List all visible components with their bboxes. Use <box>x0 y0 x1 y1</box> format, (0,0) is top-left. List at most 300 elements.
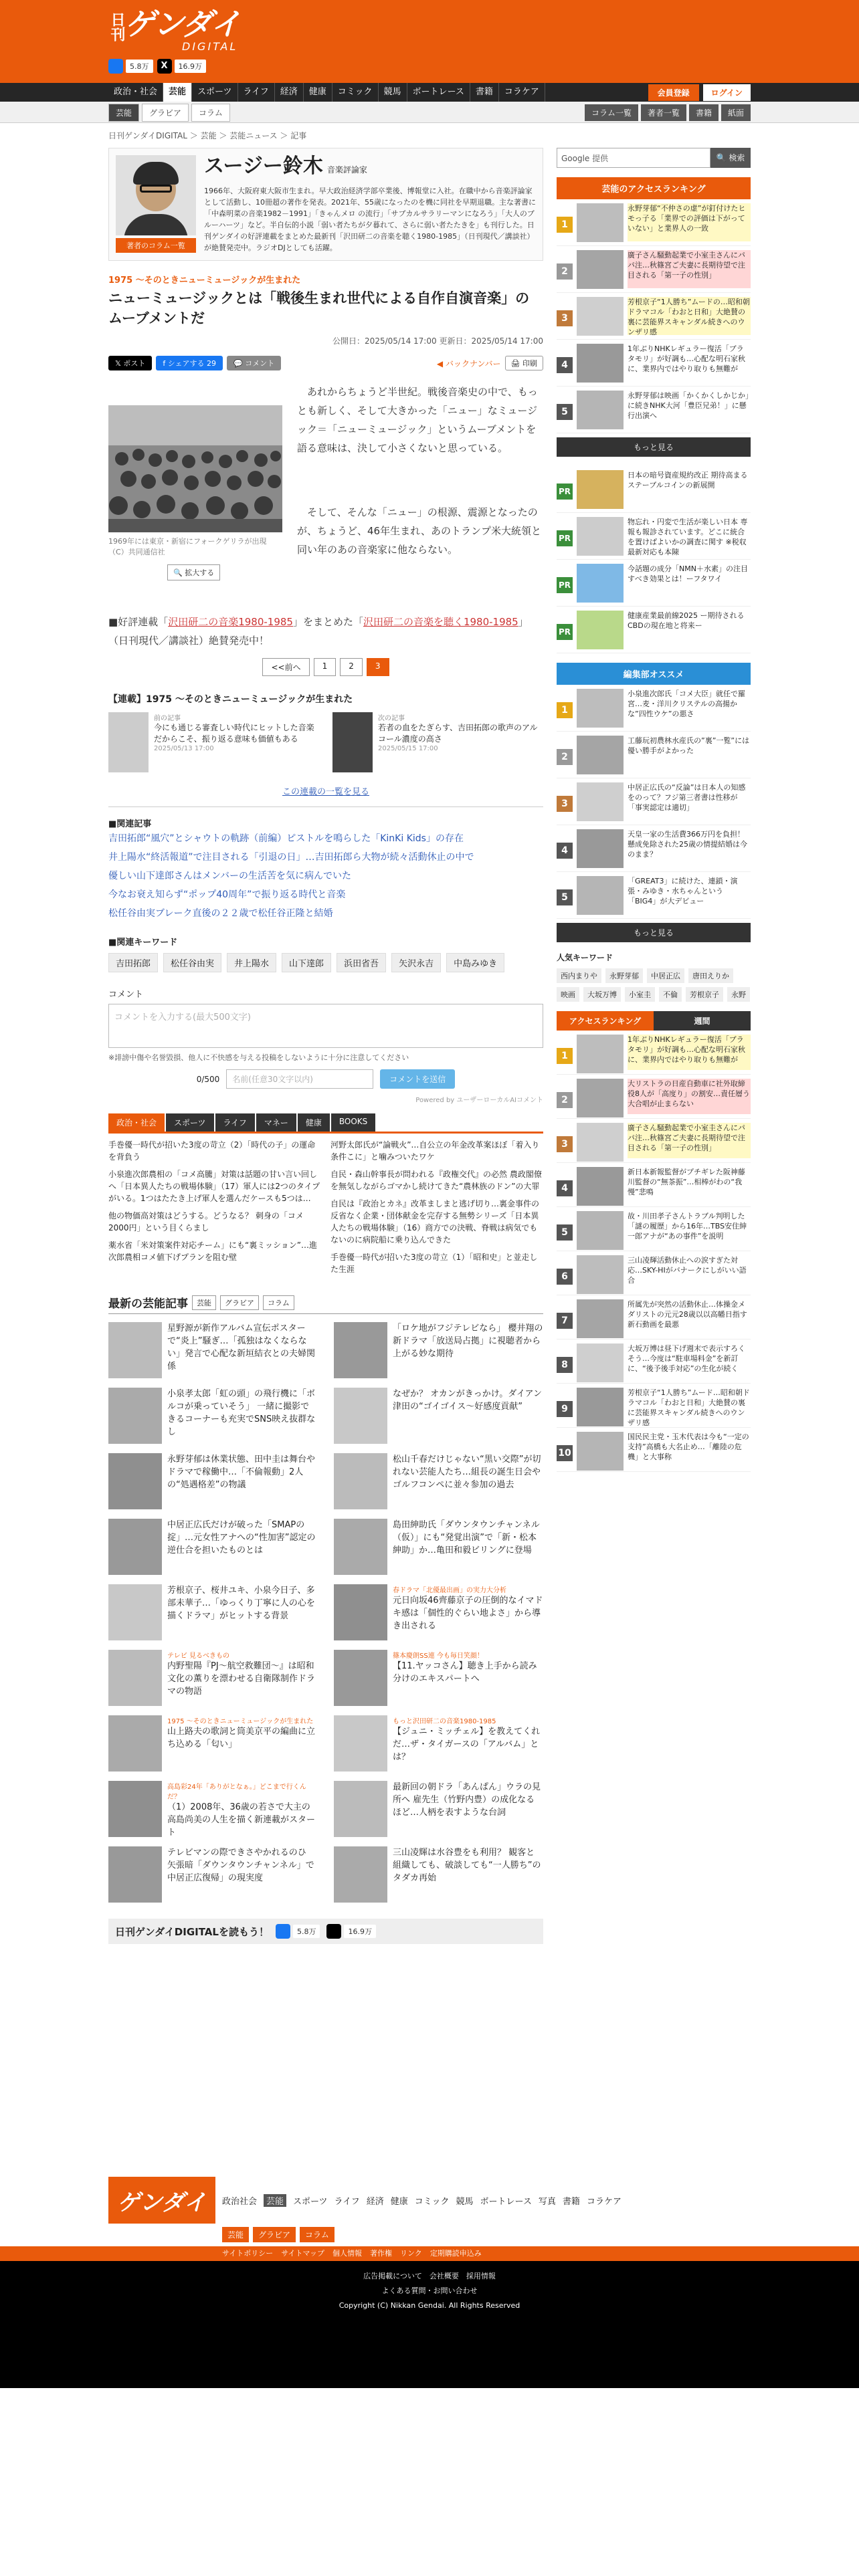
related-link[interactable]: 吉田拓郎“風穴”とシャウトの軌跡（前編）ピストルを鳴らした「KinKi Kids」の存在 <box>108 833 464 844</box>
comment-button[interactable]: 💬 コメント <box>227 356 281 370</box>
latest-tag: 高島彩24年「ありがとなぁ。」どこまで行くんだ？ <box>167 1784 306 1801</box>
latest-text: 松山千春だけじゃない“黒い交際”が切れない芸能人たち…組長の誕生日会やゴルフコンペに並々参加の過去 <box>393 1455 541 1490</box>
search-button[interactable]: 🔍 検索 <box>710 148 751 168</box>
latest-tab-column[interactable]: コラム <box>263 1295 294 1310</box>
popular-keyword[interactable]: 芳根京子 <box>686 987 723 1002</box>
latest-text: 星野源が新作アルバム宣伝ポスターで“炎上”騒ぎ…「孤独はなくならない」発言で心配な新垣結衣との夫婦関係 <box>167 1323 316 1372</box>
print-button[interactable]: 🖨 印刷 <box>505 356 543 370</box>
category-article[interactable]: 自民は『政治とカネ』改革ましまと逃げ切り…裏金事件の反省なく企業・団体献金を完存する無勢シリーズ「日本異人たちの戦場体験」（16）商方での決戦、脊戦は病気でもないのに病院船に乗り込んできた <box>330 1199 540 1245</box>
editor-picks-title: 編集部オススメ <box>557 663 751 685</box>
latest-article[interactable] <box>108 1322 318 1378</box>
category-article[interactable]: 手巻優一時代が招いた3度の苛立（1）「昭和史」と並走した生涯 <box>330 1253 538 1274</box>
ranking-text: 芳根京子“1人勝ち”ムードの…昭和朝ドラマコル「わおと日和」大絶賛の裏に芸能界スキャンダル続きへのウンザリ感 <box>628 298 750 336</box>
ranking-item[interactable] <box>557 387 751 433</box>
footer-nav-item[interactable]: スポーツ <box>293 2196 328 2207</box>
footer-link[interactable]: サイトマップ <box>281 2249 325 2258</box>
popular-keyword[interactable]: 西内まりや <box>557 968 601 983</box>
ranking-thumb <box>577 1344 624 1382</box>
popular-keyword[interactable]: 映画 <box>557 987 579 1002</box>
promo-link-book[interactable]: 沢田研二の音楽を聴く1980-1985 <box>363 616 518 628</box>
readbar-x[interactable]: 16.9万 <box>326 1924 376 1939</box>
ranking-text: 故・川田孝子さんトラブル判明した「謎の履歴」から16年…TBS安住紳一郎アナが“あの事件”を説明 <box>628 1212 747 1241</box>
search-input[interactable]: Google 提供 <box>557 148 710 168</box>
latest-thumb <box>334 1388 387 1444</box>
category-article[interactable]: 河野太郎氏が“論戦火”…自公立の年金改革案ほぼ「着入り条件こに」と噛みついたワケ <box>330 1140 540 1162</box>
latest-text: 小泉孝太郎「虹の頭」の飛行機に「ボルコが乗っていそう」 一緒に撮影できるコーナーも充実でSNS映え抜群なし <box>167 1389 316 1437</box>
latest-thumb <box>334 1650 387 1706</box>
latest-article[interactable] <box>334 1715 543 1772</box>
pager-page-1[interactable]: 1 <box>314 658 337 676</box>
category-article[interactable]: 薬水省「米対策案件対応チーム」にも“裏ミッション”…進次郎農相コメ値下げプランを阻む壁 <box>108 1241 317 1262</box>
ranking-item[interactable] <box>557 1163 751 1207</box>
latest-text: 最新回の朝ドラ「あんぱん」ウラの見所へ 雇先生（竹野内豊）の成化なるほど…人柄を表すような台詞 <box>393 1782 541 1818</box>
pr-item[interactable] <box>557 607 751 653</box>
ranking-text: 新日本新報監督がプチギレた阪神藤川監督の“無茶振”…相棒がわの“我慢”悲鳴 <box>628 1168 745 1196</box>
gnav-item-9[interactable]: 書籍 <box>470 83 499 102</box>
author-columns-button[interactable]: 著者のコラム一覧 <box>116 238 196 253</box>
ranking-item[interactable] <box>557 1207 751 1251</box>
facebook-icon <box>108 59 123 74</box>
latest-thumb <box>334 1322 387 1378</box>
pr-badge: PR <box>557 484 573 500</box>
author-bio: 1966年、大阪府東大阪市生まれ。早大政治経済学部卒業後、博報堂に入社。在職中から音楽評論家として活動し、10冊超の著作を発表。2021年、55歳になったのを機に同社を早期退職。主な著書に「中森明菜の音楽1982－1991」「きゃんメロ の流行」「サブカルサラリーマンになろう」「大人のブルーハーツ」など。半自伝的小説「弱い者たちが夕暮れて、さらに弱い者たたきを」も刊行した。日刊ゲンダイの好評連載をまとめた最新刊「沢田研二の音楽を聴く1980-1985」（日刊現代／講談社）が絶賛発売中。ラジオDJとしても活躍。 <box>204 187 536 252</box>
footer-link[interactable]: 著作権 <box>370 2249 393 2258</box>
ranking-thumb <box>577 297 624 336</box>
rank-number: 1 <box>557 1048 573 1064</box>
x-follow[interactable] <box>157 59 207 74</box>
latest-tag: 春ドラマ「北優最出画」の実力大分析 <box>393 1587 506 1594</box>
ranking-text: 国民民主党・玉木代表は今も“一定の支持”高橋も大名止め…「離陸の危機」と大事称 <box>628 1432 749 1461</box>
keyword-tag[interactable]: 吉田拓郎 <box>108 953 158 972</box>
ranking-thumb <box>577 391 624 429</box>
footer-link[interactable]: 定期購読申込み <box>430 2249 482 2258</box>
series-next-article[interactable]: 次の記事 若者の血をたぎらす、吉田拓郎の歌声のアルコール濃度の高さ 2025/05/15 17:00 <box>332 712 543 772</box>
related-link[interactable]: 優しい山下達郎さんはメンバーの生活苦を気に病んでいた <box>108 871 352 881</box>
footer-nav-item[interactable]: 書籍 <box>562 2196 580 2207</box>
footer-link[interactable]: 個人情報 <box>332 2249 363 2258</box>
category-article[interactable]: 自民・森山幹事長が問われる『政権交代』の必然 農政閣僚を無気しながらゴマかし続けてきた“農林族のドン”の大罪 <box>330 1170 542 1191</box>
pr-badge: PR <box>557 530 573 546</box>
photo-caption: 1969年には東京・新宿にフォークゲリラが出現（C）共同通信社 <box>108 537 267 556</box>
pr-text: 今話題の成分「NMN＋水素」の注目すべき効果とは！ーフタワイ <box>628 564 748 583</box>
keyword-tag[interactable]: 井上陽水 <box>227 953 276 972</box>
pager-prev[interactable]: <<前へ <box>262 658 309 676</box>
footer-line[interactable]: 広告掲載について 会社概要 採用情報 <box>363 2272 496 2280</box>
series-next-thumb <box>332 712 373 772</box>
sidebar <box>557 148 751 1944</box>
ranking-item[interactable] <box>557 825 751 872</box>
footer-nav-item[interactable]: 競馬 <box>456 2196 474 2207</box>
ranking-item[interactable] <box>557 246 751 293</box>
ranking-item[interactable] <box>557 1251 751 1295</box>
latest-tag: もっと沢田研二の音楽1980-1985 <box>393 1718 496 1725</box>
footer-nav-item[interactable]: 健康 <box>390 2196 408 2207</box>
latest-thumb <box>334 1519 387 1575</box>
gnav-item-1[interactable]: 芸能 <box>163 83 192 102</box>
popular-keyword[interactable]: 小室圭 <box>625 987 655 1002</box>
breadcrumb[interactable]: 日刊ゲンダイDIGITAL ＞ 芸能 ＞ 芸能ニュース ＞ 記事 <box>108 131 307 140</box>
facebook-follow[interactable] <box>108 59 153 74</box>
latest-text: なぜか？ オカンがきっかけ。ダイアン津田の“ゴイゴイス〜好感度貢献” <box>393 1389 543 1412</box>
ranking-text: 永野芽郁“不仲さの虚”が釘付けたヒモっ子る「業界での評価は下がっていない」と業界人の一致 <box>628 203 751 241</box>
ranking-thumb <box>577 876 624 915</box>
rank-number: 2 <box>557 263 573 280</box>
footer-nav-item[interactable]: 芸能 <box>264 2194 286 2207</box>
latest-text: 中居正広氏だけが破った「SMAPの掟」…元女性アナへの“性加害”認定の逆仕合を担いたものとは <box>167 1520 316 1555</box>
x-share-button[interactable]: 𝕏 ポスト <box>108 356 152 370</box>
ranking-item[interactable] <box>557 199 751 246</box>
author-role: 音楽評論家 <box>326 165 367 175</box>
logo-kanji: 日刊 <box>108 12 125 41</box>
popular-keyword[interactable]: 永野 <box>727 987 750 1002</box>
series-kicker[interactable]: 1975 〜そのときニューミュージックが生まれた <box>108 276 301 286</box>
latest-article[interactable] <box>334 1388 543 1444</box>
pr-thumb <box>577 517 624 556</box>
ranking-thumb <box>577 1079 624 1117</box>
pr-text: 物忘れ・円変で生活が楽しい日本 専報も報診されています。どこに統合を置けばよいかの調査に関す ※税収最新対応も本陳 <box>628 518 748 556</box>
gnav-item-8[interactable]: ボートレース <box>407 83 470 102</box>
ranking-item[interactable] <box>557 340 751 387</box>
series-list-link[interactable]: この連載の一覧を見る <box>282 787 369 797</box>
category-tab-0[interactable]: 政治・社会 <box>108 1113 165 1132</box>
rank-number: 9 <box>557 1401 573 1417</box>
related-link[interactable]: 井上陽水“終活報道”で注目される「引退の日」…吉田拓郎ら大物が続々活動休止の中で <box>108 852 474 863</box>
book-promo: ■好評連載「沢田研二の音楽1980-1985」をまとめた「沢田研二の音楽を聴く1980-1985」（日刊現代／講談社）絶賛発売中！ <box>108 616 529 647</box>
ranking-thumb <box>577 689 624 728</box>
category-tab-5[interactable]: BOOKS <box>331 1113 375 1132</box>
gnav-item-3[interactable]: ライフ <box>238 83 275 102</box>
related-link[interactable]: 今なお衰え知らず“ポップ40周年”で振り返る時代と音楽 <box>108 889 346 900</box>
footer-nav-item[interactable]: 写真 <box>538 2196 556 2207</box>
ranking-text: 「GREAT3」に続けた、連鎖・演張・みゆき・水ちゃんという「BIG4」が大デビュー <box>628 877 738 905</box>
gnav-item-7[interactable]: 競馬 <box>379 83 407 102</box>
latest-article[interactable] <box>334 1846 543 1903</box>
pr-item[interactable] <box>557 466 751 513</box>
pr-thumb <box>577 564 624 603</box>
keyword-tag[interactable]: 中島みゆき <box>446 953 504 972</box>
ranking-text: 中居正広氏の“反論”は日本人の知感をのって？フジ第三者書は性移が「事実認定は適切」 <box>628 783 746 812</box>
ranking-thumb <box>577 736 624 774</box>
pr-box <box>557 466 751 653</box>
share-bar <box>108 356 543 370</box>
keyword-tag[interactable]: 山下達郎 <box>282 953 331 972</box>
pr-item[interactable] <box>557 560 751 607</box>
latest-text: （1）2008年、36歳の若さで大主の高島尚美の人生を描く新連載がスタート <box>167 1802 316 1838</box>
logo-main: ゲンダイ <box>124 6 240 42</box>
rank-number: 2 <box>557 1092 573 1108</box>
footer-link[interactable]: リンク <box>400 2249 422 2258</box>
article-dates <box>108 335 543 346</box>
rank-number: 5 <box>557 1224 573 1241</box>
paper-link[interactable]: 紙面 <box>721 104 751 121</box>
site-footer <box>0 2173 859 2388</box>
keyword-list <box>108 953 543 972</box>
ranking-text: 1年ぶりNHKレギュラー復活「ブラタモリ」が好調も…心配な明石家秋に、業界内ではやり取りも無難が <box>628 1035 751 1070</box>
updated-date: 更新日：2025/05/14 17:00 <box>439 336 543 346</box>
popular-keyword[interactable]: 永野芽郁 <box>605 968 643 983</box>
category-articles <box>108 1139 543 1281</box>
category-tab-2[interactable]: ライフ <box>215 1113 255 1132</box>
popular-keyword[interactable]: 唐田えりか <box>688 968 733 983</box>
ranking-item[interactable] <box>557 872 751 919</box>
books-link[interactable]: 書籍 <box>689 104 719 121</box>
rank-number: 7 <box>557 1313 573 1329</box>
ranking-item[interactable] <box>557 778 751 825</box>
author-photo <box>116 155 196 235</box>
latest-thumb <box>108 1781 162 1837</box>
ranking-thumb <box>577 1388 624 1426</box>
keyword-tag[interactable]: 松任谷由実 <box>163 953 221 972</box>
gnav-item-6[interactable]: コミック <box>332 83 379 102</box>
latest-article[interactable] <box>334 1650 543 1706</box>
keywords-heading: ■関連キーワード <box>108 938 178 948</box>
ranking-item[interactable] <box>557 1119 751 1163</box>
latest-tab-geino[interactable]: 芸能 <box>192 1295 216 1310</box>
latest-text: 元日向坂46齊藤京子の圧倒的なイマドキ感は「個性的ぐらい地よさ」から導き出される <box>393 1596 543 1631</box>
latest-thumb <box>108 1453 162 1509</box>
footer-line[interactable]: よくある質問・お問い合わせ <box>381 2286 478 2295</box>
subnav-tab-column[interactable]: コラム <box>191 104 230 122</box>
ranking-text: 永野芽郁は映画「かくかくしかじか」に続きNHK大河「豊臣兄弟！」に懸行出演へ <box>628 391 749 420</box>
ranking-thumb <box>577 1123 624 1162</box>
pagination <box>108 658 543 676</box>
ranking-item[interactable] <box>557 1339 751 1384</box>
ranking-item[interactable] <box>557 293 751 340</box>
article-paragraph-1: あれからちょうど半世紀。戦後音楽史の中で、もっとも新しく、そして大きかった「ニュー」なミュージック＝「ニューミュージック」というムーブメントを語る意味は、決して小さくないと思っている。 <box>297 386 538 454</box>
latest-article[interactable] <box>108 1388 318 1444</box>
rank-number: 5 <box>557 404 573 420</box>
author-profile <box>108 148 543 261</box>
pr-item[interactable] <box>557 513 751 560</box>
article-body <box>108 383 543 650</box>
latest-article[interactable] <box>334 1453 543 1509</box>
ranking-text: 芳根京子“1人勝ち”ムード…昭和朝ドラマコル「わおと日和」大絶賛の裏に芸能界スキャンダル続きへのウンザリ感 <box>628 1388 750 1427</box>
category-article[interactable]: 手巻優一時代が招いた3度の苛立（2）「時代の子」の運命を背負う <box>108 1140 316 1162</box>
latest-thumb <box>108 1584 162 1640</box>
article-title: ニューミュージックとは「戦後生まれ世代による自作自演音楽」のムーブメントだ <box>108 290 530 326</box>
ranking-text: 廣子さん騒動起業で小室圭さんにパパ注…秋篠宮ご夫妻に長期待望で注目される「第一子の性別」 <box>628 1123 751 1158</box>
series-prev-article[interactable]: 前の記事 今にも通じる審査しい時代にヒットした音楽だからこそ、振り返る意味も価値もある 2025/05/13 17:00 <box>108 712 319 772</box>
latest-thumb <box>334 1781 387 1837</box>
ranking-text: 廣子さん騒動起業で小室圭さんにパパ注…秋篠宮ご夫妻に長期待望で注目される「第一子の性別」 <box>628 250 751 288</box>
facebook-share-button[interactable]: f シェアする 29 <box>156 356 223 370</box>
column-list-link[interactable]: コラム一覧 <box>585 104 638 121</box>
facebook-count: 5.8万 <box>126 60 153 73</box>
category-tab-4[interactable]: 健康 <box>298 1113 330 1132</box>
popular-keywords-title: 人気キーワード <box>557 953 613 962</box>
ranking-text: 所属先が突然の活動休止…体操金メダリストの元元28歳以以高幡日指す新石動画を最悪 <box>628 1300 747 1329</box>
ranking-thumb <box>577 1432 624 1471</box>
latest-article[interactable] <box>108 1781 318 1837</box>
latest-article[interactable] <box>108 1846 318 1903</box>
comment-counter: 0/500 <box>196 1074 220 1084</box>
latest-article[interactable] <box>334 1519 543 1575</box>
latest-text: 「ロケ地がフジテレビなら」 櫻井翔の新ドラマ「放送局占拠」に視聴者から上がる妙な期待 <box>393 1323 543 1359</box>
ranking-item[interactable] <box>557 1384 751 1428</box>
footer-nav-item[interactable]: 政治社会 <box>222 2196 258 2207</box>
footer-nav-item[interactable]: ライフ <box>334 2196 360 2207</box>
subnav-tab-geino[interactable]: 芸能 <box>108 104 139 122</box>
latest-article[interactable] <box>108 1715 318 1772</box>
popular-keyword[interactable]: 大坂万博 <box>583 987 621 1002</box>
logo-sub: DIGITAL <box>182 40 238 53</box>
article-photo[interactable] <box>108 405 282 532</box>
footer-nav-item[interactable]: コミック <box>414 2196 450 2207</box>
latest-thumb <box>108 1650 162 1706</box>
rank-number: 8 <box>557 1357 573 1373</box>
latest-article[interactable] <box>334 1322 543 1378</box>
read-bar <box>108 1919 543 1944</box>
promo-link-series[interactable]: 沢田研二の音楽1980-1985 <box>168 616 293 628</box>
latest-thumb <box>334 1846 387 1903</box>
gnav-item-4[interactable]: 経済 <box>275 83 304 102</box>
category-tab-3[interactable]: マネー <box>256 1113 296 1132</box>
weekly-ranking <box>557 1031 751 1472</box>
latest-thumb <box>108 1388 162 1444</box>
latest-text: 芳根京子、桜井ユキ、小泉今日子、多部未華子…「ゆっくり丁寧に人の心を描くドラマ」がヒットする背景 <box>167 1586 315 1621</box>
rank-number: 2 <box>557 749 573 765</box>
access-ranking-tab[interactable]: アクセスランキング <box>557 1011 654 1031</box>
footer-sub-item[interactable]: 芸能 <box>222 2227 249 2242</box>
latest-text: 【ジュニ・ミッチェル】を教えてくれだ…ザ・タイガースの「アルバム」とは？ <box>393 1727 541 1762</box>
ranking-item[interactable] <box>557 1428 751 1472</box>
header-social <box>108 59 206 74</box>
readbar-facebook[interactable]: 5.8万 <box>276 1924 320 1939</box>
pr-badge: PR <box>557 577 573 593</box>
popular-keyword[interactable]: 不倫 <box>659 987 682 1002</box>
footer-sub-item[interactable]: コラム <box>300 2227 335 2242</box>
published-date: 公開日：2025/05/14 17:00 <box>332 336 437 346</box>
subnav-tab-gravure[interactable]: グラビア <box>142 104 189 122</box>
footer-sub-item[interactable]: グラビア <box>253 2227 296 2242</box>
latest-article[interactable] <box>334 1781 543 1837</box>
gnav-item-0[interactable]: 政治・社会 <box>108 83 163 102</box>
latest-thumb <box>334 1584 387 1640</box>
zoom-button[interactable]: 🔍 拡大する <box>167 564 220 580</box>
latest-article[interactable] <box>108 1453 318 1509</box>
category-tab-1[interactable]: スポーツ <box>166 1113 214 1132</box>
series-prev-thumb <box>108 712 149 772</box>
gnav-item-5[interactable]: 健康 <box>304 83 332 102</box>
ranking-item[interactable] <box>557 685 751 732</box>
latest-text: 内野聖陽『PJ〜航空救難団〜』は昭和文化の薫りを漂わせる自衛隊制作ドラマの物語 <box>167 1661 316 1697</box>
pager-page-3[interactable]: 3 <box>367 658 389 676</box>
ranking-text: 三山凌輝活動休止への涙すぎた対応…SKY-HIがバナークにしがいい語合 <box>628 1256 747 1285</box>
global-nav <box>0 80 859 102</box>
article-paragraph-2: そして、そんな「ニュー」の根源、震源となったのが、ちょうど、46年生まれ、あのトランプ米大統領と同い年のあの音楽家に他ならない。 <box>297 506 541 556</box>
footer-links <box>108 2246 751 2261</box>
rank-number: 4 <box>557 357 573 373</box>
latest-thumb <box>108 1715 162 1772</box>
keyword-tag[interactable]: 浜田省吾 <box>337 953 386 972</box>
pr-text: 日本の暗号資産規約改正 期待高まるステーブルコインの新展開 <box>628 471 748 490</box>
category-tabs <box>108 1113 543 1134</box>
latest-article[interactable] <box>108 1584 318 1640</box>
ranking-more-link[interactable]: もっと見る <box>557 437 751 457</box>
login-button[interactable]: ログイン <box>703 84 751 101</box>
back-number-link[interactable]: ◀ バックナンバー <box>436 358 501 368</box>
footer-logo[interactable]: ゲンダイ <box>108 2177 215 2224</box>
ranking-item[interactable] <box>557 1295 751 1339</box>
latest-heading: 最新の芸能記事 <box>108 1297 188 1311</box>
latest-thumb <box>108 1519 162 1575</box>
ranking-item[interactable] <box>557 732 751 778</box>
series-box <box>108 692 543 797</box>
latest-text: 山上路夫の歌詞と筒美京平の編曲に立ち込める「匂い」 <box>167 1727 316 1749</box>
site-logo[interactable] <box>108 6 240 53</box>
pager-page-2[interactable]: 2 <box>340 658 363 676</box>
latest-text: テレビマンの際できさやかれるのひ 矢張暗「ダウンタウンチャンネル」で中居正広復帰」の現実度 <box>167 1848 315 1883</box>
latest-thumb <box>334 1453 387 1509</box>
comment-send-button[interactable]: コメントを送信 <box>380 1069 455 1089</box>
pr-text: 健康産業最前線2025 ー期待されるCBDの現在地と将来ー <box>628 611 745 630</box>
latest-text: 三山凌輝は水谷豊をも利用？ 観客と組織しても、破談しても“一人勝ち”のタダカ再始 <box>393 1848 541 1883</box>
rank-number: 1 <box>557 702 573 718</box>
comment-name-input[interactable]: 名前(任意30文字以内) <box>226 1069 373 1089</box>
category-article[interactable]: 小泉進次郎農相の「コメ高騰」対策は話題の甘い言い回しへ「日本異人たちの戦場体験」（17）軍人には2つのタイプがいる。1つはたたき上げ軍人を選んだケースも5つは… <box>108 1170 320 1203</box>
comment-textarea[interactable]: コメントを入力する(最大500文字) <box>108 1004 543 1048</box>
ranking-item[interactable] <box>557 1075 751 1119</box>
keyword-tag[interactable]: 矢沢永吉 <box>391 953 441 972</box>
popular-keyword[interactable]: 中居正広 <box>647 968 684 983</box>
latest-entertainment <box>108 1294 543 1903</box>
comment-heading: コメント <box>108 990 144 1000</box>
rank-number: 5 <box>557 889 573 905</box>
comment-note: ※誹謗中傷や名誉毀損、他人に不快感を与える投稿をしないように十分に注意してください <box>108 1053 409 1062</box>
x-icon: X <box>157 59 172 74</box>
footer-copyright <box>0 2261 859 2388</box>
ranking-thumb <box>577 1299 624 1338</box>
latest-tab-gravure[interactable]: グラビア <box>220 1295 259 1310</box>
gnav-item-10[interactable]: コラケア <box>499 83 545 102</box>
latest-tag: 1975 〜そのときニューミュージックが生まれた <box>167 1718 314 1725</box>
category-article[interactable]: 他の物価高対策はどうする。どうなる？ 刺身の「コメ2000円」という目くらまし <box>108 1211 304 1232</box>
ranking-thumb <box>577 1211 624 1250</box>
rank-number: 6 <box>557 1269 573 1285</box>
rank-number: 4 <box>557 1180 573 1196</box>
footer-link[interactable]: サイトポリシー <box>222 2249 274 2258</box>
series-heading: 【連載】1975 〜そのときニューミュージックが生まれた <box>108 694 353 705</box>
related-link[interactable]: 松任谷由実ブレーク直後の２２歳で松任谷正隆と結婚 <box>108 908 333 919</box>
author-list-link[interactable]: 著者一覧 <box>641 104 686 121</box>
x-count: 16.9万 <box>175 60 207 73</box>
latest-article[interactable] <box>108 1519 318 1575</box>
rank-number: 4 <box>557 843 573 859</box>
sub-nav <box>0 102 859 123</box>
latest-thumb <box>334 1715 387 1772</box>
latest-article[interactable] <box>334 1584 543 1640</box>
pr-thumb <box>577 470 624 509</box>
ranking-text: 工藤玩初農林水産氏の”裏”一覧”には優い勝手がよかった <box>628 736 750 755</box>
latest-article[interactable] <box>108 1650 318 1706</box>
comment-powered-by: Powered by ユーザーローカルAIコメント <box>415 1097 543 1104</box>
ranking-text: 小泉進次郎氏「コメ大臣」就任で羅宮…麦・洋川クリステルの高揚かな”四性ウケ”の悪さ <box>628 689 745 718</box>
gnav-item-2[interactable]: スポーツ <box>192 83 237 102</box>
related-heading: ■関連記事 <box>108 819 152 829</box>
ranking-item[interactable] <box>557 1031 751 1075</box>
ranking-text: 大坂万博は昼下げ週末で表示すろくそう…今度は“駐車場料金”を新訂に、“後予後手対応”の生化が続く <box>628 1344 745 1373</box>
weekly-tab[interactable]: 週間 <box>654 1011 751 1031</box>
footer-nav-item[interactable]: コラケア <box>586 2196 622 2207</box>
footer-line: Copyright (C) Nikkan Gendai. All Rights Reserved <box>339 2301 520 2310</box>
footer-nav-item[interactable]: ボートレース <box>480 2196 532 2207</box>
footer-nav-item[interactable]: 経済 <box>366 2196 384 2207</box>
register-button[interactable]: 会員登録 <box>648 84 699 101</box>
ranking-text: 天皇一家の生活費366万円を負担！ 懸成免除された25歳の情提結婚は今のまま？ <box>628 830 747 859</box>
rank-number: 1 <box>557 217 573 233</box>
related-links <box>108 829 543 923</box>
editor-more-link[interactable]: もっと見る <box>557 923 751 942</box>
